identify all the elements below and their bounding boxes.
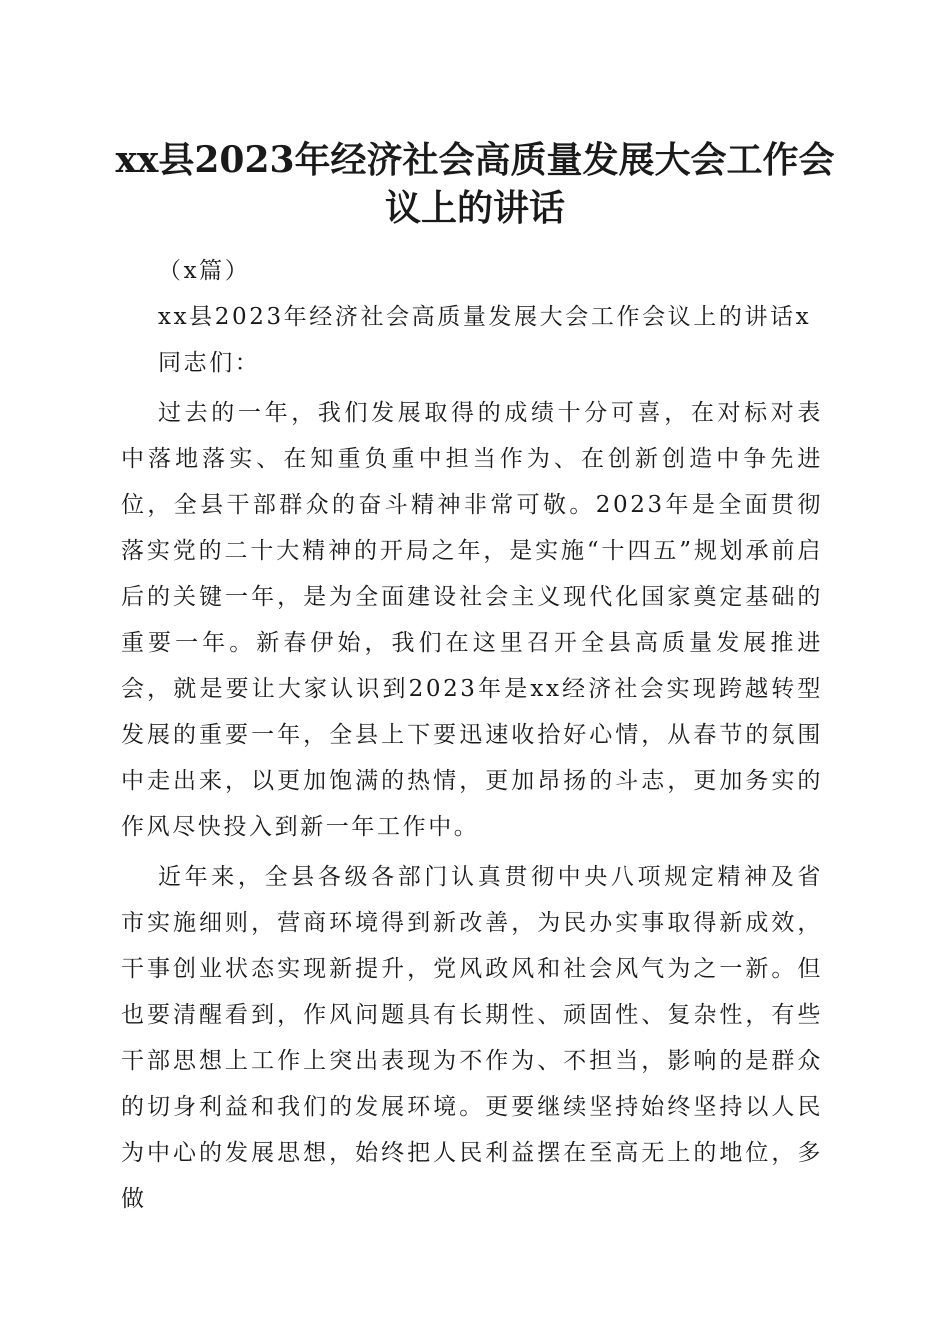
speech-subtitle: xx县2023年经济社会高质量发展大会工作会议上的讲话x <box>158 304 812 330</box>
title-line-1: xx县2023年经济社会高质量发展大会工作会 <box>115 139 835 181</box>
paragraph-2: 近年来，全县各级各部门认真贯彻中央八项规定精神及省市实施细则，营商环境得到新改善，为民办实事取得新成效，干事创业状态实现新提升，党风政风和社会风气为之一新。但也要清醒看到，作风问题具有长期性、顽固性、复杂性，有些干部思想上工作上突出表现为不作为、不担当，影响的是群众的切身利益和我们的发展环境。更要继续坚持始终坚持以人民为中心的发展思想，始终把人民利益摆在至高无上的地位，多做 <box>121 864 823 1212</box>
document-body <box>121 248 823 1222</box>
salutation: 同志们： <box>158 350 261 376</box>
section-marker: （x篇） <box>158 258 251 284</box>
title-line-2: 议上的讲话 <box>384 187 565 229</box>
paragraph-1: 过去的一年，我们发展取得的成绩十分可喜，在对标对表中落地落实、在知重负重中担当作为、在创新创造中争先进位，全县干部群众的奋斗精神非常可敬。2023年是全面贯彻落实党的二十大精神的开局之年，是实施“十四五”规划承前启后的关键一年，是为全面建设社会主义现代化国家奠定基础的重要一年。新春伊始，我们在这里召开全县高质量发展推进会，就是要让大家认识到2023年是xx经济社会实现跨越转型发展的重要一年，全县上下要迅速收拾好心情，从春节的氛围中走出来，以更加饱满的热情，更加昂扬的斗志，更加务实的作风尽快投入到新一年工作中。 <box>121 400 823 840</box>
document-title <box>100 136 850 232</box>
